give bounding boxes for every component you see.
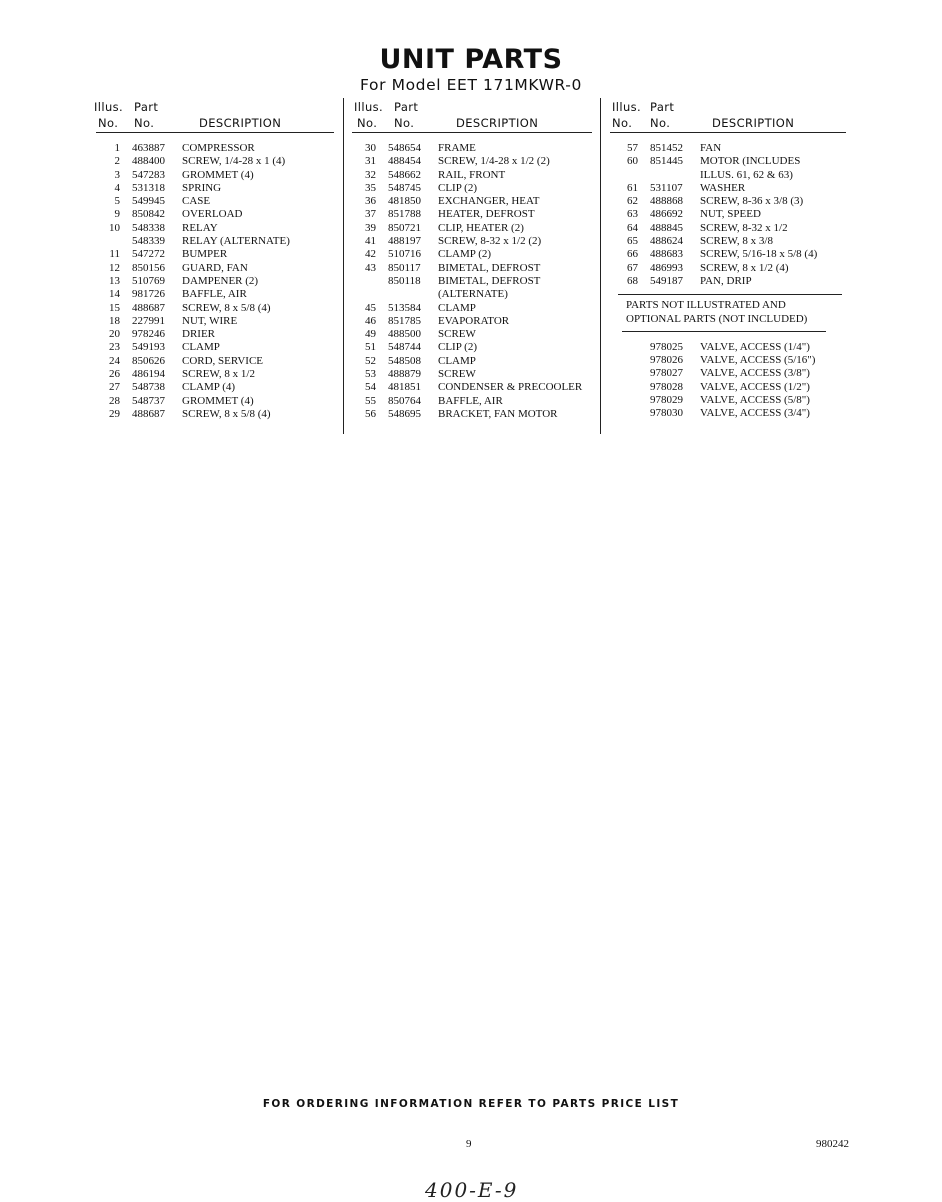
list-item	[352, 328, 592, 341]
part-number: 978027	[650, 367, 683, 380]
list-item	[352, 288, 592, 301]
optional-parts-note	[610, 299, 846, 331]
list-item	[610, 275, 846, 288]
part-number: 548744	[388, 341, 421, 354]
list-item	[96, 169, 334, 182]
list-item	[352, 182, 592, 195]
illus-number: 12	[109, 261, 120, 274]
part-number: 548737	[132, 394, 165, 407]
part-description: BRACKET, FAN MOTOR	[438, 407, 558, 420]
part-description: CLIP (2)	[438, 181, 478, 194]
part-description: RAIL, FRONT	[438, 168, 506, 181]
part-description: DAMPENER (2)	[182, 274, 259, 287]
list-item	[352, 155, 592, 168]
list-item	[352, 208, 592, 221]
list-item	[96, 328, 334, 341]
part-number: 978029	[650, 394, 683, 407]
part-number: 850842	[132, 208, 165, 221]
part-number: 981726	[132, 288, 165, 301]
note-rule	[622, 331, 826, 332]
part-description: SPRING	[182, 181, 222, 194]
illus-number: 53	[365, 368, 376, 381]
part-description: CLAMP (4)	[182, 381, 236, 394]
part-number: 488683	[650, 248, 683, 261]
illus-number: 15	[109, 301, 120, 314]
part-number: 531318	[132, 181, 165, 194]
illus-number: 27	[109, 381, 120, 394]
list-item	[96, 355, 334, 368]
list-item	[610, 248, 846, 261]
part-description: SCREW, 8-36 x 3/8 (3)	[700, 195, 804, 208]
part-description: RELAY (ALTERNATE)	[182, 235, 290, 248]
part-description: BIMETAL, DEFROST	[438, 261, 541, 274]
part-description: CONDENSER & PRECOOLER	[438, 381, 583, 394]
part-description: CLIP, HEATER (2)	[438, 221, 524, 234]
list-item	[610, 407, 846, 420]
part-description: BAFFLE, AIR	[182, 288, 247, 301]
part-description: CLIP (2)	[438, 341, 478, 354]
page-title: UNIT PARTS	[379, 44, 563, 75]
part-number: 978030	[650, 407, 683, 420]
list-item	[610, 394, 846, 407]
part-description: NUT, WIRE	[182, 314, 238, 327]
list-item	[352, 142, 592, 155]
illus-number: 13	[109, 274, 120, 287]
illus-number: 2	[114, 155, 120, 168]
part-description: OVERLOAD	[182, 208, 243, 221]
list-item	[96, 248, 334, 261]
part-number: 978246	[132, 328, 165, 341]
part-number: 850156	[132, 261, 165, 274]
part-number: 510769	[132, 274, 165, 287]
document-number: 980242	[816, 1138, 849, 1150]
note-rule	[618, 294, 842, 295]
part-number: 488687	[132, 301, 165, 314]
part-description: SCREW, 8 x 1/2 (4)	[700, 261, 789, 274]
illus-number: 18	[109, 314, 120, 327]
part-description: BUMPER	[182, 248, 228, 261]
part-description: CLAMP	[438, 301, 476, 314]
list-item	[96, 395, 334, 408]
part-description: WASHER	[700, 181, 746, 194]
part-description: SCREW, 8-32 x 1/2 (2)	[438, 235, 542, 248]
part-number: 463887	[132, 142, 165, 154]
part-description: CORD, SERVICE	[182, 354, 264, 367]
list-item	[352, 395, 592, 408]
part-number: 486692	[650, 208, 683, 221]
illus-number: 68	[627, 274, 638, 287]
part-number: 488845	[650, 221, 683, 234]
illus-number: 56	[365, 407, 376, 420]
list-item	[96, 155, 334, 168]
part-description: VALVE, ACCESS (5/16")	[700, 354, 816, 367]
illus-number: 62	[627, 195, 638, 208]
part-description: VALVE, ACCESS (3/4")	[700, 407, 810, 420]
part-description: SCREW, 8 x 5/8 (4)	[182, 301, 271, 314]
model-subtitle: For Model EET 171MKWR-0	[360, 76, 582, 94]
list-item	[96, 182, 334, 195]
list-item	[352, 222, 592, 235]
illus-number: 61	[627, 181, 638, 194]
illus-number: 52	[365, 354, 376, 367]
parts-column-2	[352, 96, 592, 421]
part-number: 549193	[132, 341, 165, 354]
list-item	[610, 341, 846, 354]
part-description: PAN, DRIP	[700, 274, 752, 287]
part-description: BIMETAL, DEFROST	[438, 274, 541, 287]
header-illus-no: No.	[98, 116, 119, 130]
part-description: EVAPORATOR	[438, 314, 510, 327]
list-item	[96, 341, 334, 354]
list-item	[610, 367, 846, 380]
part-number: 850721	[388, 221, 421, 234]
header-description: DESCRIPTION	[199, 116, 282, 130]
header-part: Part	[650, 100, 675, 114]
list-item	[610, 182, 846, 195]
illus-number: 49	[365, 328, 376, 341]
part-number: 850117	[388, 261, 421, 274]
illus-number: 55	[365, 394, 376, 407]
illus-number: 46	[365, 314, 376, 327]
list-item	[610, 169, 846, 182]
part-description: SCREW, 8-32 x 1/2	[700, 221, 788, 234]
header-illus-no: No.	[357, 116, 378, 130]
part-number: 851452	[650, 142, 683, 154]
list-item	[352, 275, 592, 288]
illus-number: 39	[365, 221, 376, 234]
part-description: GUARD, FAN	[182, 261, 248, 274]
part-number: 548508	[388, 354, 421, 367]
part-description: EXCHANGER, HEAT	[438, 195, 540, 208]
part-number: 850118	[388, 274, 421, 287]
ordering-information: FOR ORDERING INFORMATION REFER TO PARTS PRICE LIST	[262, 1098, 680, 1110]
list-item	[352, 315, 592, 328]
part-number: 227991	[132, 314, 165, 327]
list-item	[96, 302, 334, 315]
part-number: 488400	[132, 155, 165, 168]
part-number: 978028	[650, 380, 683, 393]
illus-number: 32	[365, 168, 376, 181]
part-description: SCREW, 1/4-28 x 1 (4)	[182, 155, 286, 168]
list-item	[610, 235, 846, 248]
list-item	[352, 302, 592, 315]
part-number: 488868	[650, 195, 683, 208]
part-description: SCREW	[438, 328, 476, 341]
list-item	[96, 275, 334, 288]
part-number: 549187	[650, 274, 683, 287]
part-description: BAFFLE, AIR	[438, 394, 503, 407]
part-number: 850764	[388, 394, 421, 407]
illus-number: 10	[109, 221, 120, 234]
part-description: CLAMP (2)	[438, 248, 492, 261]
list-item	[96, 142, 334, 155]
part-number: 548745	[388, 181, 421, 194]
part-number: 488197	[388, 235, 421, 248]
part-number: 850626	[132, 354, 165, 367]
part-number: 548339	[132, 235, 165, 248]
column-divider	[600, 98, 601, 434]
illus-number: 54	[365, 381, 376, 394]
part-number: 548662	[388, 168, 421, 181]
part-number: 851785	[388, 314, 421, 327]
part-description: SCREW, 1/4-28 x 1/2 (2)	[438, 155, 550, 168]
part-description: CASE	[182, 195, 211, 208]
column-header	[610, 96, 846, 132]
parts-list	[96, 142, 334, 421]
part-description: HEATER, DEFROST	[438, 208, 535, 221]
list-item	[96, 288, 334, 301]
part-number: 851788	[388, 208, 421, 221]
list-item	[96, 315, 334, 328]
part-description: SCREW, 8 x 3/8	[700, 235, 773, 248]
part-description: VALVE, ACCESS (3/8")	[700, 367, 810, 380]
illus-number: 63	[627, 208, 638, 221]
part-number: 548695	[388, 407, 421, 420]
illus-number: 14	[109, 288, 120, 301]
column-header	[96, 96, 334, 132]
part-number: 978025	[650, 340, 683, 353]
part-description: CLAMP	[182, 341, 220, 354]
part-description: COMPRESSOR	[182, 142, 255, 154]
list-item	[96, 381, 334, 394]
list-item	[352, 195, 592, 208]
header-illus: Illus.	[612, 100, 642, 114]
illus-number: 43	[365, 261, 376, 274]
list-item	[610, 195, 846, 208]
illus-number: 9	[114, 208, 120, 221]
header-rule	[352, 132, 592, 133]
column-divider	[343, 98, 344, 434]
list-item	[352, 368, 592, 381]
list-item	[352, 262, 592, 275]
list-item	[352, 235, 592, 248]
illus-number: 65	[627, 235, 638, 248]
header-illus: Illus.	[94, 100, 124, 114]
header-description: DESCRIPTION	[456, 116, 539, 130]
list-item	[352, 248, 592, 261]
illus-number: 30	[365, 142, 376, 154]
illus-number: 36	[365, 195, 376, 208]
part-description: CLAMP	[438, 354, 476, 367]
part-description: SCREW	[438, 368, 476, 381]
list-item	[352, 169, 592, 182]
part-description: VALVE, ACCESS (1/4")	[700, 340, 810, 353]
illus-number: 60	[627, 155, 638, 168]
list-item	[610, 142, 846, 155]
illus-number: 67	[627, 261, 638, 274]
header-rule	[96, 132, 334, 133]
part-number: 510716	[388, 248, 421, 261]
parts-column-3	[610, 96, 846, 421]
illus-number: 41	[365, 235, 376, 248]
part-description: NUT, SPEED	[700, 208, 761, 221]
header-part: Part	[394, 100, 419, 114]
header-rule	[610, 132, 846, 133]
list-item	[96, 408, 334, 421]
header-illus: Illus.	[354, 100, 384, 114]
part-number: 978026	[650, 354, 683, 367]
part-number: 488687	[132, 407, 165, 420]
list-item	[610, 222, 846, 235]
part-description: DRIER	[182, 328, 215, 341]
part-description: FAN	[700, 142, 722, 154]
parts-column-1	[96, 96, 334, 421]
part-description: (ALTERNATE)	[438, 288, 508, 301]
illus-number: 57	[627, 142, 638, 154]
part-number: 488454	[388, 155, 421, 168]
list-item	[96, 222, 334, 235]
part-number: 851445	[650, 155, 683, 168]
part-description: SCREW, 8 x 1/2	[182, 368, 255, 381]
parts-list	[610, 142, 846, 288]
list-item	[610, 381, 846, 394]
list-item	[352, 341, 592, 354]
part-number: 488500	[388, 328, 421, 341]
part-number: 486993	[650, 261, 683, 274]
illus-number: 1	[114, 142, 120, 154]
header-part: Part	[134, 100, 159, 114]
illus-number: 35	[365, 181, 376, 194]
list-item	[352, 355, 592, 368]
illus-number: 5	[114, 195, 120, 208]
note-line-1: PARTS NOT ILLUSTRATED AND	[626, 299, 786, 312]
list-item	[352, 381, 592, 394]
part-number: 513584	[388, 301, 421, 314]
list-item	[352, 408, 592, 421]
list-item	[610, 354, 846, 367]
handwritten-note: 400-E-9	[425, 1178, 519, 1202]
list-item	[610, 208, 846, 221]
part-description: VALVE, ACCESS (1/2")	[700, 380, 810, 393]
part-description: GROMMET (4)	[182, 168, 254, 181]
part-description: FRAME	[438, 142, 476, 154]
illus-number: 42	[365, 248, 376, 261]
part-number: 488879	[388, 368, 421, 381]
column-header	[352, 96, 592, 132]
illus-number: 26	[109, 368, 120, 381]
illus-number: 24	[109, 354, 120, 367]
part-number: 549945	[132, 195, 165, 208]
part-description: MOTOR (INCLUDES	[700, 155, 801, 168]
illus-number: 20	[109, 328, 120, 341]
header-part-no: No.	[650, 116, 671, 130]
part-number: 481851	[388, 381, 421, 394]
part-number: 481850	[388, 195, 421, 208]
part-number: 486194	[132, 368, 165, 381]
part-number: 547272	[132, 248, 165, 261]
illus-number: 51	[365, 341, 376, 354]
illus-number: 23	[109, 341, 120, 354]
header-illus-no: No.	[612, 116, 633, 130]
part-description: SCREW, 5/16-18 x 5/8 (4)	[700, 248, 818, 261]
list-item	[96, 368, 334, 381]
illus-number: 31	[365, 155, 376, 168]
list-item	[610, 155, 846, 168]
header-part-no: No.	[394, 116, 415, 130]
illus-number: 28	[109, 394, 120, 407]
optional-parts-list	[610, 341, 846, 421]
part-number: 548654	[388, 142, 421, 154]
header-part-no: No.	[134, 116, 155, 130]
part-description: VALVE, ACCESS (5/8")	[700, 394, 810, 407]
illus-number: 11	[109, 248, 120, 261]
part-number: 488624	[650, 235, 683, 248]
part-number: 548338	[132, 221, 165, 234]
part-description: RELAY	[182, 221, 218, 234]
illus-number: 64	[627, 221, 638, 234]
part-description: GROMMET (4)	[182, 394, 254, 407]
note-line-2: OPTIONAL PARTS (NOT INCLUDED)	[626, 312, 808, 325]
part-number: 531107	[650, 181, 683, 194]
parts-list	[352, 142, 592, 421]
list-item	[96, 235, 334, 248]
list-item	[96, 208, 334, 221]
list-item	[96, 195, 334, 208]
page-number: 9	[466, 1138, 472, 1150]
illus-number: 66	[627, 248, 638, 261]
illus-number: 37	[365, 208, 376, 221]
illus-number: 45	[365, 301, 376, 314]
part-description: ILLUS. 61, 62 & 63)	[700, 168, 793, 181]
illus-number: 29	[109, 407, 120, 420]
header-description: DESCRIPTION	[712, 116, 795, 130]
part-description: SCREW, 8 x 5/8 (4)	[182, 407, 271, 420]
illus-number: 3	[114, 168, 120, 181]
part-number: 547283	[132, 168, 165, 181]
list-item	[96, 262, 334, 275]
list-item	[610, 262, 846, 275]
illus-number: 4	[114, 181, 120, 194]
part-number: 548738	[132, 381, 165, 394]
